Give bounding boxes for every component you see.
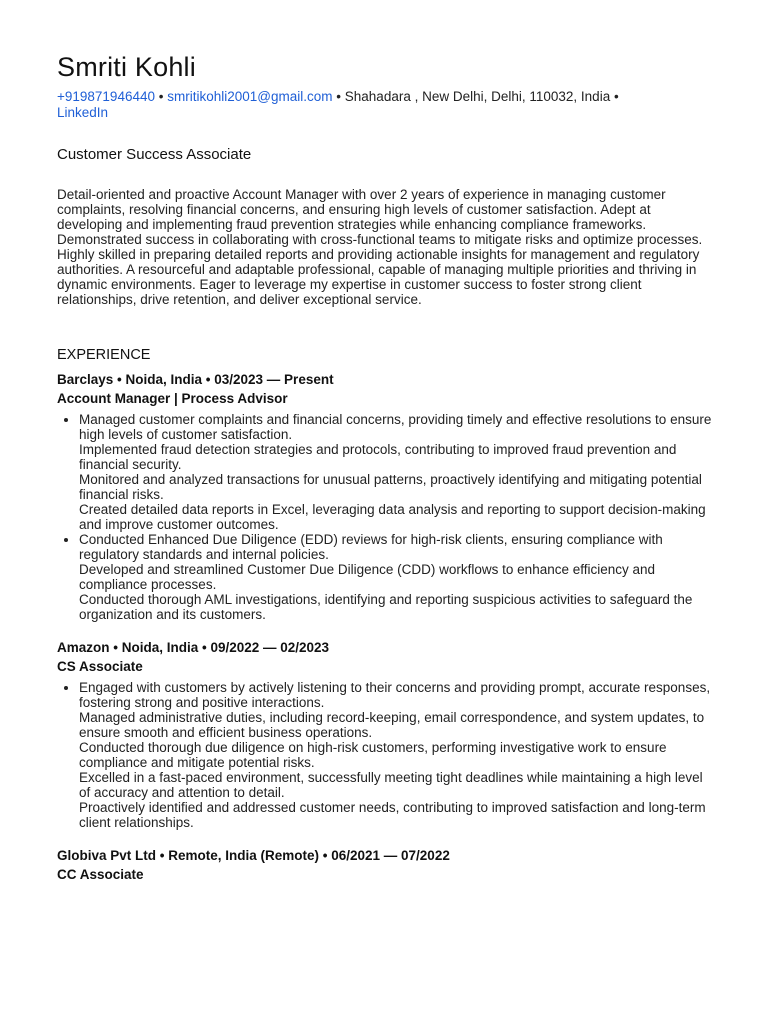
candidate-name: Smriti Kohli [57,52,196,82]
job-header: Barclays • Noida, India • 03/2023 — Present [57,372,334,387]
job-title: Account Manager | Process Advisor [57,391,288,406]
experience-heading: EXPERIENCE [57,347,151,363]
separator: • [336,89,342,104]
phone-link[interactable]: +919871946440 [57,89,155,104]
job-header: Amazon • Noida, India • 09/2022 — 02/2023 [57,640,330,655]
job-bullets [57,412,717,622]
bullet-line: • Managed customer complaints and financial concerns, providing timely and effective resolutions to ensure high levels of customer satisfaction. [79,412,712,442]
job-bullets [57,680,717,830]
linkedin-link[interactable]: LinkedIn [57,105,109,120]
target-role-title: Customer Success Associate [57,146,252,163]
job-header: Globiva Pvt Ltd • Remote, India (Remote) • 06/2021 — 07/2022 [57,848,450,863]
job-entry-amazon [57,638,717,830]
bullet-line: Managed administrative duties, including record-keeping, email correspondence, and system updates, to ensure smooth and efficient business operations. [79,710,705,740]
contact-line [57,89,727,121]
bullet-line: Monitored and analyzed transactions for unusual patterns, proactively identifying and mitigating potential financial risks. [79,472,702,502]
bullet-item [79,680,717,830]
bullet-line: • Engaged with customers by actively listening to their concerns and providing prompt, accurate responses, fostering strong and positive interactions. [79,680,711,710]
job-entry-barclays [57,370,717,622]
email-link[interactable]: smritikohli2001@gmail.com [167,89,333,104]
job-title: CS Associate [57,659,143,674]
separator: • [158,89,164,104]
professional-summary: Detail-oriented and proactive Account Manager with over 2 years of experience in managing customer complaints, resolving financial concerns, and ensuring high levels of customer satisfaction. Adept at developing and implementing fraud prevention strategies while enhancing compliance frameworks. Demonstrated success in collaborating with cross-functional teams to mitigate risks and optimize processes. Highly skilled in preparing detailed reports and providing actionable insights for management and regulatory authorities. A resourceful and adaptable professional, capable of managing multiple priorities and thriving in dynamic environments. Eager to leverage my expertise in customer success to foster strong client relationships, drive retention, and deliver exceptional service. [57,187,703,307]
separator: • [613,89,619,104]
job-entry-globiva [57,846,717,884]
bullet-line: Proactively identified and addressed customer needs, contributing to improved satisfaction and long-term client relationships. [79,800,706,830]
job-title: CC Associate [57,867,144,882]
bullet-line: Created detailed data reports in Excel, leveraging data analysis and reporting to support decision-making and improve customer outcomes. [79,502,706,532]
bullet-line: • Conducted Enhanced Due Diligence (EDD) reviews for high-risk clients, ensuring compliance with regulatory standards and internal policies. [79,532,663,562]
location-text: Shahadara , New Delhi, Delhi, 110032, India [344,89,611,104]
bullet-line: Excelled in a fast-paced environment, successfully meeting tight deadlines while maintaining a high level of accuracy and attention to detail. [79,770,703,800]
bullet-line: Conducted thorough due diligence on high-risk customers, performing investigative work to ensure compliance and mitigate potential risks. [79,740,667,770]
bullet-line: Implemented fraud detection strategies and protocols, contributing to improved fraud prevention and financial security. [79,442,677,472]
bullet-line: Developed and streamlined Customer Due Diligence (CDD) workflows to enhance efficiency and compliance processes. [79,562,656,592]
bullet-line: Conducted thorough AML investigations, identifying and reporting suspicious activities to safeguard the organization and its customers. [79,592,693,622]
bullet-item [79,532,717,622]
bullet-item [79,412,717,532]
